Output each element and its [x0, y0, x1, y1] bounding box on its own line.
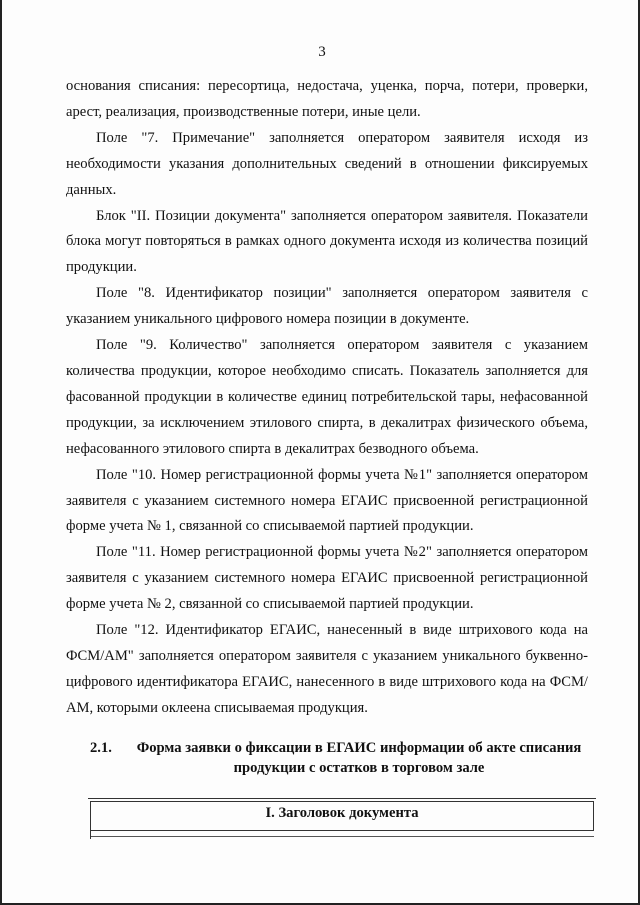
section-number: 2.1. [90, 740, 112, 756]
paragraph-field-8: Поле "8. Идентификатор позиции" заполняется оператором заявителя с указанием уникального цифрового номера позиции в документе. [66, 285, 588, 328]
paragraph-block-2: Блок "II. Позиции документа" заполняется оператором заявителя. Показатели блока могут повторяться в рамках одного документа исходя из количества позиций продукции. [66, 207, 588, 276]
paragraph-field-9: Поле "9. Количество" заполняется оператором заявителя с указанием количества продукции, которое необходимо списать. Показатель заполняется для фасованной продукции в количестве единиц потребительской тары, нефасованной продукции, за исключением этилового спирта, в декалитрах физического объема, нефасованного этилового спирта в декалитрах безводного объема. [66, 337, 588, 457]
table-top-rule [88, 798, 596, 799]
body-text [66, 74, 588, 722]
paragraph-field-10: Поле "10. Номер регистрационной формы учета №1" заполняется оператором заявителя с указанием системного номера ЕГАИС присвоенной регистрационной форме учета № 1, связанной со списываемой партией продукции. [66, 466, 588, 535]
table-left-edge [90, 831, 91, 839]
section-title: Форма заявки о фиксации в ЕГАИС информации об акте списания продукции с остатков в торговом зале [136, 740, 582, 776]
paragraph-field-11: Поле "11. Номер регистрационной формы учета №2" заполняется оператором заявителя с указанием системного номера ЕГАИС присвоенной регистрационной форме учета № 2, связанной со списываемой партией продукции. [66, 544, 588, 613]
paragraph-field-12: Поле "12. Идентификатор ЕГАИС, нанесенный в виде штрихового кода на ФСМ/АМ" заполняется оператором заявителя с указанием уникального буквенно-цифрового идентификатора ЕГАИС, нанесенного в виде штрихового кода на ФСМ/АМ, которыми оклеена списываемая продукция. [66, 622, 588, 716]
paragraph-continuation: основания списания: пересортица, недостача, уценка, порча, потери, проверки, арест, реализация, производственные потери, иные цели. [66, 78, 588, 120]
table-heading: I. Заголовок документа [265, 805, 419, 821]
page-number: 3 [318, 44, 326, 60]
document-header-table [90, 801, 594, 831]
table-bottom-rule [90, 836, 594, 837]
paragraph-field-7: Поле "7. Примечание" заполняется оператором заявителя исходя из необходимости указания дополнительных сведений в отношении фиксируемых данных. [66, 129, 588, 198]
